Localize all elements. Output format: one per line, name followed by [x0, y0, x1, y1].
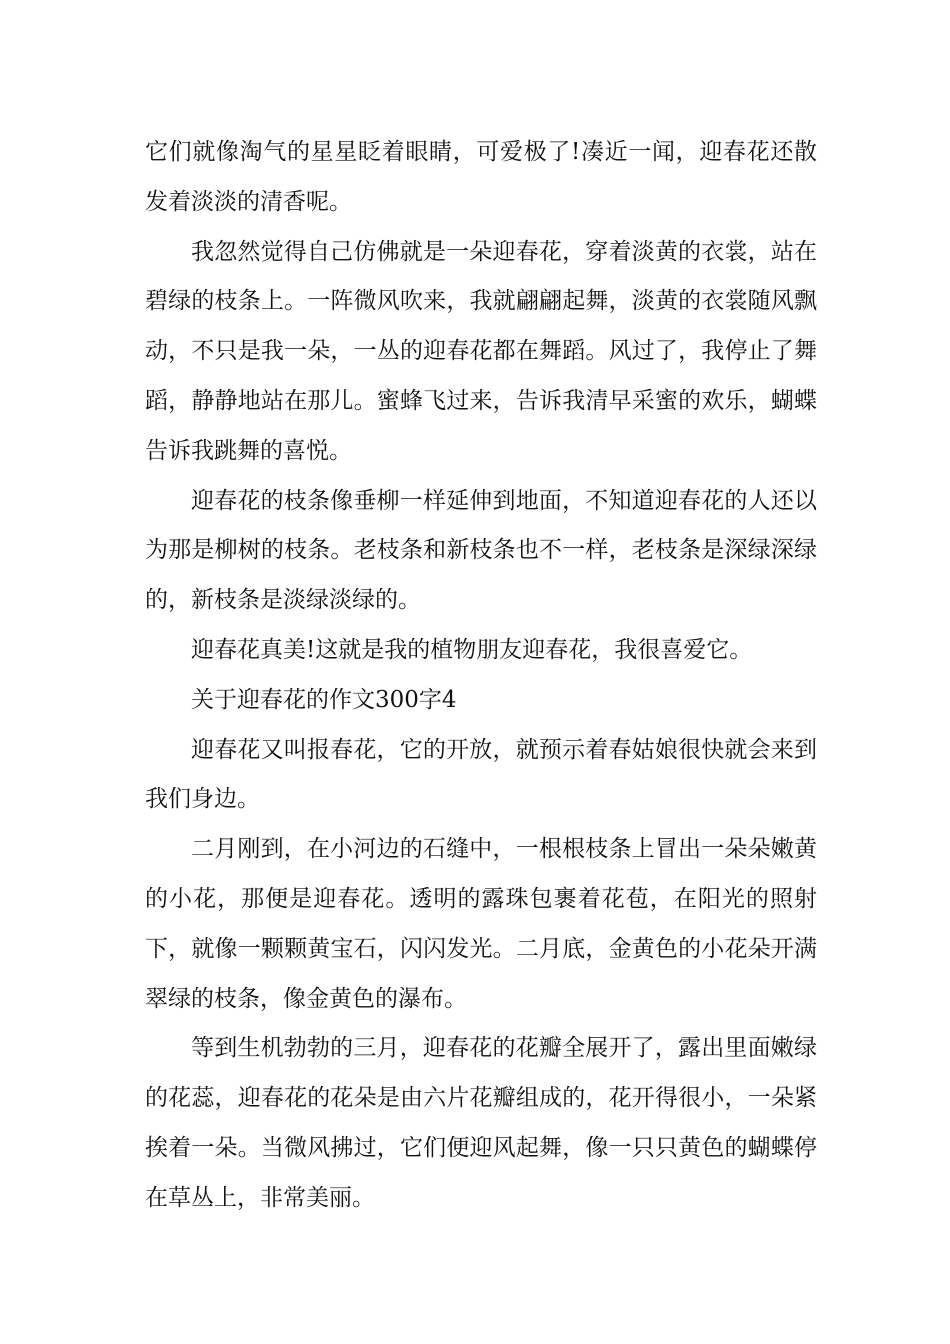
paragraph: 迎春花真美!这就是我的植物朋友迎春花，我很喜爱它。 [191, 636, 753, 663]
document-body [145, 128, 817, 1224]
paragraph: 迎春花的枝条像垂柳一样延伸到地面，不知道迎春花的人还以为那是柳树的枝条。老枝条和新枝条也不一样，老枝条是深绿深绿的，新枝条是淡绿淡绿的。 [145, 487, 817, 614]
section-heading: 关于迎春花的作文300字4 [191, 686, 457, 713]
paragraph: 二月刚到，在小河边的石缝中，一根根枝条上冒出一朵朵嫩黄的小花，那便是迎春花。透明的露珠包裹着花苞，在阳光的照射下，就像一颗颗黄宝石，闪闪发光。二月底，金黄色的小花朵开满翠绿的枝条，像金黄色的瀑布。 [145, 836, 817, 1012]
paragraph-continuation: 它们就像淘气的星星眨着眼睛，可爱极了!凑近一闻，迎春花还散发着淡淡的清香呢。 [145, 139, 817, 215]
paragraph: 迎春花又叫报春花，它的开放，就预示着春姑娘很快就会来到我们身边。 [145, 736, 817, 813]
paragraph: 等到生机勃勃的三月，迎春花的花瓣全展开了，露出里面嫩绿的花蕊，迎春花的花朵是由六片花瓣组成的，花开得很小，一朵紧挨着一朵。当微风拂过，它们便迎风起舞，像一只只黄色的蝴蝶停在草丛上，非常美丽。 [145, 1035, 817, 1211]
paragraph: 我忽然觉得自己仿佛就是一朵迎春花，穿着淡黄的衣裳，站在碧绿的枝条上。一阵微风吹来，我就翩翩起舞，淡黄的衣裳随风飘动，不只是我一朵，一丛的迎春花都在舞蹈。风过了，我停止了舞蹈，静静地站在那儿。蜜蜂飞过来，告诉我清早采蜜的欢乐，蝴蝶告诉我跳舞的喜悦。 [145, 238, 817, 464]
